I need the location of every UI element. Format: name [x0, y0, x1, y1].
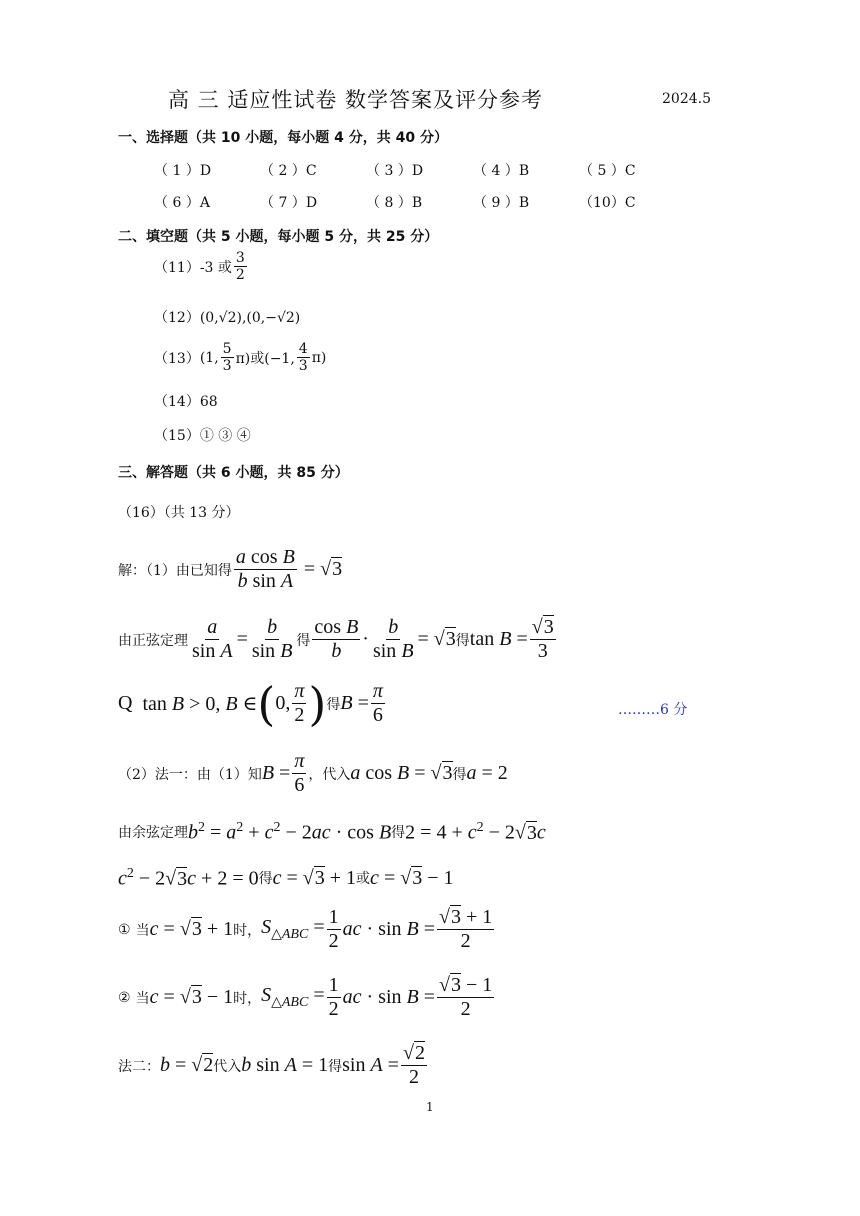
- solution-case-2: ② 当 c = √3 − 1 时， $S_{\triangle ABC}$ = $\frac{1}{2}$ ac · sin B = $\frac{√3 - 1}{2}$: [118, 974, 493, 1020]
- page-number: 1: [426, 1100, 434, 1114]
- solution-case-1: ① 当 c = √3 + 1 时， $S_{\triangle ABC}$ = $\frac{1}{2}$ ac · sin B = $\frac{√3 + 1}{2}$: [118, 906, 493, 952]
- choice-answer: （ 8 ）B: [366, 195, 423, 211]
- solution-step-3: Q tan B > 0, B ∈ ( 0, $\frac{\pi}{2}$ ) 得 B = $\frac{\pi}{6}$: [118, 676, 383, 731]
- choice-answer: （ 6 ）A: [154, 195, 210, 211]
- fill-answer-14: （14）68: [154, 394, 218, 410]
- fill-answer-12: （12）(0,√2),(0,−√2): [154, 310, 301, 326]
- choice-answer: （10）C: [579, 195, 636, 211]
- score-marker: ………6 分: [618, 702, 688, 718]
- section-solve-heading: 三、解答题（共 6 小题，共 85 分）: [118, 465, 349, 481]
- solution-step-5: 由余弦定理 $b^2 = a^2 + c^2 - 2ac \cdot \cos B$ 得 $2 = 4 + c^2 - 2√3c$: [118, 820, 546, 844]
- solution-method-2: 法二： b = √2 代入 b sin A = 1 得 sin A = $\frac{√2}{2}$: [118, 1042, 425, 1088]
- solution-step-1: 解：（1）由已知得 $\frac{\text{a cos B}}{\text{b sin A}}$ = √3: [118, 546, 343, 592]
- page-title: 高 三 适应性试卷 数学答案及评分参考: [168, 88, 544, 112]
- fill-answer-11: （11） -3 或 $\frac{3}{2}$: [154, 250, 245, 284]
- choice-answer: （ 3 ）D: [366, 163, 424, 179]
- solution-step-6: $c^2 - 2√3c + 2 = 0$ 得 c = √3 + 1 或 c = √3 − 1: [118, 866, 454, 890]
- fill-answer-15: （15）① ③ ④: [154, 428, 251, 444]
- fill-answer-13: （13） (1, $\frac{5}{3}$ π)或(−1, $\frac{4}{3}$ π): [154, 341, 327, 375]
- choice-answer: （ 2 ）C: [260, 163, 317, 179]
- section-choice-heading: 一、选择题（共 10 小题，每小题 4 分，共 40 分）: [118, 130, 448, 146]
- choice-answer: （ 4 ）B: [473, 163, 530, 179]
- section-fill-heading: 二、填空题（共 5 小题，每小题 5 分，共 25 分）: [118, 229, 439, 245]
- choice-answer: （ 1 ）D: [154, 163, 212, 179]
- date-label: 2024.5: [662, 91, 711, 107]
- choice-answer: （ 5 ）C: [579, 163, 636, 179]
- solution-step-4: （2）法一：由（1）知 B = $\frac{\pi}{6}$ ，代入 a cos B = √3 得 a = 2: [118, 750, 508, 796]
- question-16-label: （16）（共 13 分）: [118, 505, 240, 521]
- solution-step-2: 由正弦定理 $\frac{a}{\text{sin A}}$ = $\frac{b}{\text{sin B}}$ 得 $\frac{\text{cos B}}{b}$ · $\frac{b}{\text{sin B}}$ = √3 得 tan B = $\frac{√3}{3}$: [118, 616, 554, 662]
- choice-answer: （ 9 ）B: [473, 195, 530, 211]
- choice-answer: （ 7 ）D: [260, 195, 318, 211]
